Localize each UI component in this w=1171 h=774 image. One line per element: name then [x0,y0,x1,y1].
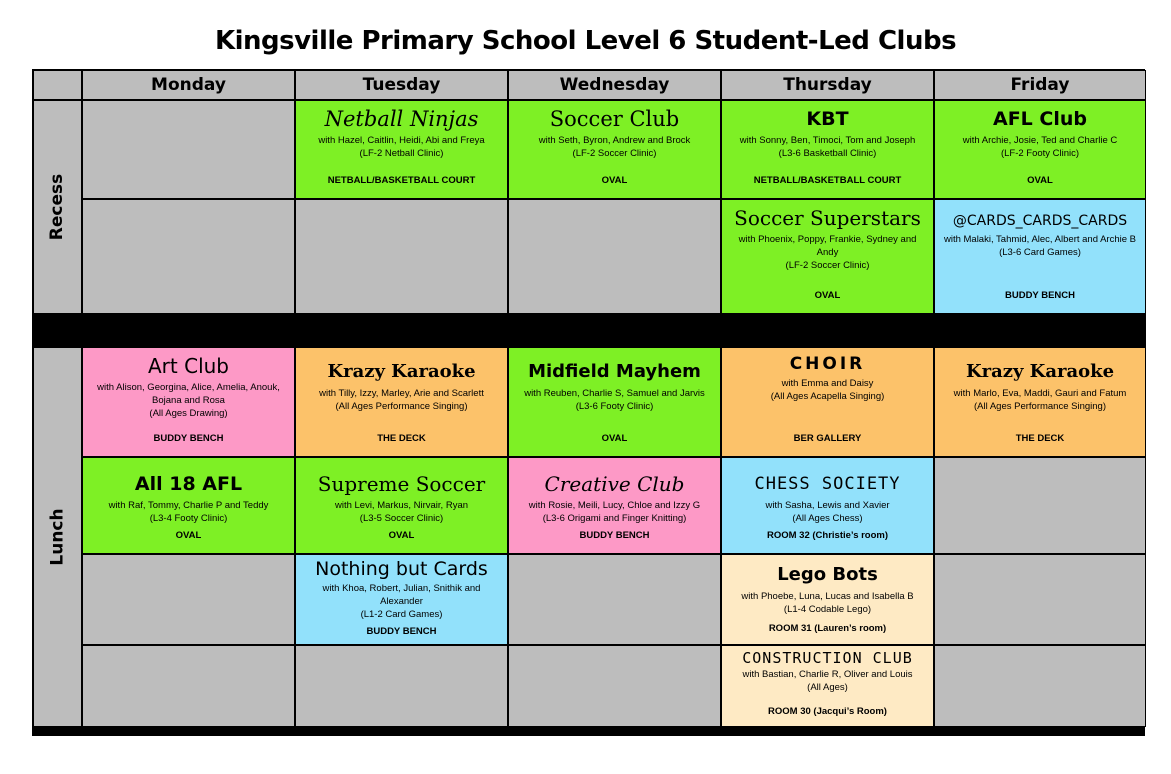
club-name: @CARDS_CARDS_CARDS [952,213,1128,229]
club-name: All 18 AFL [134,473,243,495]
club-card [721,199,934,314]
club-card [295,347,508,457]
club-members: with Sonny, Ben, Timoci, Tom and Joseph [739,135,916,146]
club-location: OVAL [814,290,841,301]
empty-slot [508,554,721,645]
club-location: OVAL [1027,175,1053,186]
period-label-lunch-text: Lunch [47,508,68,566]
club-card [295,457,508,554]
club-location: OVAL [601,175,628,186]
period-label-lunch [33,347,82,727]
club-level: (All Ages Performance Singing) [335,401,468,412]
club-location: OVAL [175,530,202,541]
club-card [82,347,295,457]
period-label-recess-text: Recess [47,173,68,241]
club-card [721,645,934,727]
page-title: Kingsville Primary School Level 6 Student-Led Clubs [214,26,957,56]
club-location: BUDDY BENCH [153,433,224,444]
club-card [508,457,721,554]
empty-slot [295,199,508,314]
club-card [934,199,1146,314]
period-label-recess [33,100,82,314]
club-level: (LF-2 Soccer Clinic) [572,148,657,159]
club-members: with Hazel, Caitlin, Heidi, Abi and Freya [318,135,485,146]
empty-slot [82,554,295,645]
club-members: with Sasha, Lewis and Xavier [765,500,890,511]
timetable-grid [32,69,1145,736]
club-card [721,347,934,457]
club-location: NETBALL/BASKETBALL COURT [327,175,476,186]
club-location: BUDDY BENCH [366,626,437,637]
club-members: with Archie, Josie, Ted and Charlie C [962,135,1118,146]
club-level: (L1-4 Codable Lego) [783,604,872,615]
club-level: (L3-6 Card Games) [999,247,1081,258]
club-location: ROOM 31 (Lauren’s room) [768,623,887,634]
club-level: (L3-6 Origami and Finger Knitting) [542,513,687,524]
club-members: with Phoebe, Luna, Lucas and Isabella B [741,591,914,602]
club-card [508,100,721,199]
club-card [721,100,934,199]
empty-slot [82,100,295,199]
club-members: with Alison, Georgina, Alice, Amelia, Anouk, Bojana and Rosa [97,382,280,406]
corner-cell [33,70,82,100]
club-level: (LF-2 Netball Clinic) [359,148,444,159]
club-location: BUDDY BENCH [1004,290,1076,301]
empty-slot [508,199,721,314]
club-level: (All Ages Acapella Singing) [770,391,885,402]
club-name: Supreme Soccer [317,472,486,496]
club-level: (LF-2 Footy Clinic) [1000,148,1080,159]
club-level: (All Ages Performance Singing) [973,401,1106,412]
club-level: (L3-6 Footy Clinic) [575,401,654,412]
club-members: with Marlo, Eva, Maddi, Gauri and Fatum [953,388,1127,399]
club-name: Lego Bots [777,564,878,585]
club-card [934,347,1146,457]
club-level: (L3-6 Basketball Clinic) [778,148,877,159]
empty-slot [82,199,295,314]
club-members: with Tilly, Izzy, Marley, Arie and Scarlett [319,388,484,399]
club-location: BUDDY BENCH [579,530,650,541]
empty-slot [934,554,1146,645]
club-location: ROOM 30 (Jacqui’s Room) [768,706,887,717]
club-name: CHOIR [789,354,866,374]
club-card [934,100,1146,199]
day-header-friday: Friday [934,70,1146,100]
club-name: Soccer Club [549,107,680,131]
club-location: THE DECK [1015,433,1065,444]
empty-slot [508,645,721,727]
club-name: Creative Club [544,472,685,496]
club-name: Midfield Mayhem [528,361,701,382]
club-name: Art Club [148,354,229,378]
club-card [295,554,508,645]
club-location: OVAL [388,530,415,541]
club-level: (L1-2 Card Games) [360,609,443,620]
club-level: (All Ages) [807,682,848,693]
club-members: with Raf, Tommy, Charlie P and Teddy [108,500,269,511]
day-header-tuesday: Tuesday [295,70,508,100]
club-members: with Reuben, Charlie S, Samuel and Jarvis [524,388,705,399]
club-name: Nothing but Cards [315,558,488,580]
club-name: CONSTRUCTION CLUB [742,649,913,667]
club-name: CHESS SOCIETY [754,474,901,494]
club-level: (All Ages Drawing) [149,408,228,419]
day-header-wednesday: Wednesday [508,70,721,100]
club-location: OVAL [601,433,628,444]
club-card [508,347,721,457]
club-members: with Emma and Daisy [781,378,874,389]
club-name: Krazy Karaoke [965,361,1115,382]
divider-bar [33,314,1146,347]
club-name: Krazy Karaoke [327,361,476,382]
club-location: BER GALLERY [793,433,862,444]
club-location: ROOM 32 (Christie’s room) [766,530,889,541]
day-header-thursday: Thursday [721,70,934,100]
club-card [295,100,508,199]
empty-slot [934,457,1146,554]
club-name: Soccer Superstars [734,206,921,230]
club-members: with Levi, Markus, Nirvair, Ryan [334,500,469,511]
club-name: KBT [806,108,849,130]
club-name: AFL Club [993,108,1087,130]
club-members: with Malaki, Tahmid, Alec, Albert and Archie B [943,234,1137,245]
club-level: (L3-5 Soccer Clinic) [359,513,444,524]
club-location: NETBALL/BASKETBALL COURT [753,175,902,186]
day-header-monday: Monday [82,70,295,100]
club-card [82,457,295,554]
empty-slot [295,645,508,727]
club-location: THE DECK [377,433,426,444]
club-card [721,554,934,645]
club-members: with Bastian, Charlie R, Oliver and Louis [742,669,913,680]
club-card [721,457,934,554]
club-members: with Phoenix, Poppy, Frankie, Sydney and Andy [738,234,917,258]
club-level: (L3-4 Footy Clinic) [149,513,228,524]
empty-slot [934,645,1146,727]
club-members: with Rosie, Meili, Lucy, Chloe and Izzy G [528,500,701,511]
club-name: Netball Ninjas [324,107,479,131]
empty-slot [82,645,295,727]
club-level: (LF-2 Soccer Clinic) [785,260,870,271]
club-members: with Seth, Byron, Andrew and Brock [538,135,691,146]
club-members: with Khoa, Robert, Julian, Snithik and Alexander [322,583,481,607]
club-level: (All Ages Chess) [792,513,863,524]
